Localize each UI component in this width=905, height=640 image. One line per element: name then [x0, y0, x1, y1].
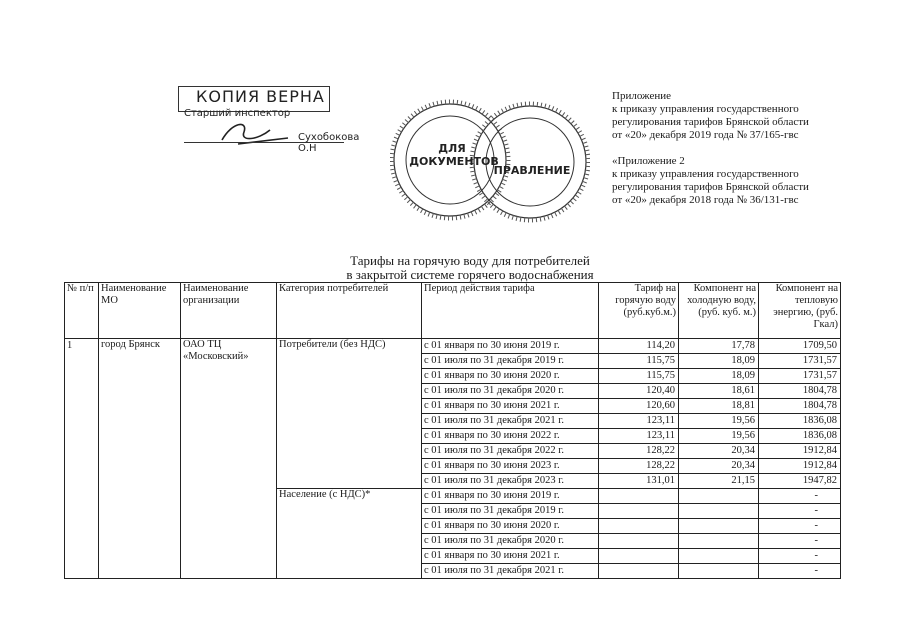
cell-tariff	[599, 519, 679, 534]
appendix-reference	[612, 90, 892, 207]
cell-heat: 1731,57	[759, 354, 841, 369]
document-title	[270, 254, 670, 282]
cell-tariff: 123,11	[599, 414, 679, 429]
table-row	[65, 339, 841, 354]
svg-text:ПРАВЛЕНИЕ: ПРАВЛЕНИЕ	[493, 164, 571, 177]
cell-period: с 01 января по 30 июня 2019 г.	[422, 339, 599, 354]
cell-period: с 01 января по 30 июня 2020 г.	[422, 519, 599, 534]
cell-period: с 01 января по 30 июня 2021 г.	[422, 549, 599, 564]
cell-tariff: 131,01	[599, 474, 679, 489]
cell-tariff: 128,22	[599, 444, 679, 459]
cell-heat: 1709,50	[759, 339, 841, 354]
cell-cold	[679, 564, 759, 579]
header-heat: Компонент на тепловую энергию, (руб. Гкал)	[759, 283, 841, 339]
cell-period: с 01 июля по 31 декабря 2019 г.	[422, 354, 599, 369]
cell-heat: -	[759, 519, 841, 534]
header-tariff: Тариф на горячую воду (руб.куб.м.)	[599, 283, 679, 339]
cell-tariff	[599, 534, 679, 549]
cell-tariff	[599, 549, 679, 564]
cell-period: с 01 июля по 31 декабря 2021 г.	[422, 414, 599, 429]
header-mo: Наименование МО	[99, 283, 181, 339]
cell-period: с 01 января по 30 июня 2021 г.	[422, 399, 599, 414]
appendix-line: регулирования тарифов Брянской области	[612, 116, 809, 128]
cell-cold: 17,78	[679, 339, 759, 354]
header-num: № п/п	[65, 283, 99, 339]
tariff-table	[64, 282, 841, 579]
cell-tariff	[599, 504, 679, 519]
cell-heat: 1912,84	[759, 444, 841, 459]
certified-copy-stamp	[178, 82, 360, 154]
cell-heat: 1947,82	[759, 474, 841, 489]
cell-cold: 18,61	[679, 384, 759, 399]
cell-heat: 1912,84	[759, 459, 841, 474]
appendix-line: Приложение	[612, 90, 672, 102]
svg-text:ДЛЯ: ДЛЯ	[438, 142, 466, 155]
cell-tariff	[599, 489, 679, 504]
title-line-1: Тарифы на горячую воду для потребителей	[350, 253, 590, 268]
table-header-row	[65, 283, 841, 339]
cell-tariff: 115,75	[599, 369, 679, 384]
cell-period: с 01 января по 30 июня 2019 г.	[422, 489, 599, 504]
cell-cold: 20,34	[679, 444, 759, 459]
stamp-name: Сухобокова О.Н	[298, 132, 360, 154]
cell-period: с 01 июля по 31 декабря 2020 г.	[422, 534, 599, 549]
appendix-prev-line: «Приложение 2	[612, 155, 685, 167]
cell-cold: 21,15	[679, 474, 759, 489]
cell-num: 1	[65, 339, 99, 579]
cell-cold	[679, 534, 759, 549]
cell-heat: 1804,78	[759, 384, 841, 399]
cell-cold	[679, 504, 759, 519]
cell-mo: город Брянск	[99, 339, 181, 579]
header-period: Период действия тарифа	[422, 283, 599, 339]
cell-org: ОАО ТЦ «Московский»	[181, 339, 277, 579]
cell-period: с 01 июля по 31 декабря 2023 г.	[422, 474, 599, 489]
appendix-prev-line: от «20» декабря 2018 года № 36/131-гвс	[612, 194, 799, 206]
stamp-title: КОПИЯ ВЕРНА	[196, 87, 325, 106]
cell-heat: -	[759, 534, 841, 549]
cell-category: Население (с НДС)*	[277, 489, 422, 579]
cell-cold: 19,56	[679, 414, 759, 429]
signature-icon	[218, 118, 298, 148]
cell-period: с 01 июля по 31 декабря 2019 г.	[422, 504, 599, 519]
cell-cold: 20,34	[679, 459, 759, 474]
stamp-role: Старший инспектор	[184, 108, 291, 119]
cell-cold: 18,09	[679, 369, 759, 384]
cell-heat: -	[759, 489, 841, 504]
appendix-prev-line: регулирования тарифов Брянской области	[612, 181, 809, 193]
cell-heat: 1836,08	[759, 414, 841, 429]
header-org: Наименование организации	[181, 283, 277, 339]
cell-period: с 01 января по 30 июня 2022 г.	[422, 429, 599, 444]
cell-period: с 01 июля по 31 декабря 2022 г.	[422, 444, 599, 459]
cell-tariff: 123,11	[599, 429, 679, 444]
stamp-underline	[184, 142, 344, 143]
cell-cold	[679, 549, 759, 564]
cell-tariff: 115,75	[599, 354, 679, 369]
cell-cold	[679, 519, 759, 534]
cell-period: с 01 июля по 31 декабря 2021 г.	[422, 564, 599, 579]
cell-heat: 1836,08	[759, 429, 841, 444]
cell-tariff	[599, 564, 679, 579]
appendix-prev-line: к приказу управления государственного	[612, 168, 799, 180]
appendix-line: к приказу управления государственного	[612, 103, 799, 115]
cell-period: с 01 января по 30 июня 2023 г.	[422, 459, 599, 474]
cell-heat: -	[759, 549, 841, 564]
cell-cold: 18,81	[679, 399, 759, 414]
cell-cold: 19,56	[679, 429, 759, 444]
cell-tariff: 120,40	[599, 384, 679, 399]
cell-category: Потребители (без НДС)	[277, 339, 422, 489]
header-cold: Компонент на холодную воду, (руб. куб. м.)	[679, 283, 759, 339]
cell-heat: 1804,78	[759, 399, 841, 414]
cell-period: с 01 июля по 31 декабря 2020 г.	[422, 384, 599, 399]
cell-tariff: 128,22	[599, 459, 679, 474]
cell-cold	[679, 489, 759, 504]
cell-heat: -	[759, 564, 841, 579]
header-category: Категория потребителей	[277, 283, 422, 339]
title-line-2: в закрытой системе горячего водоснабжения	[346, 267, 594, 282]
appendix-line: от «20» декабря 2019 года № 37/165-гвс	[612, 129, 799, 141]
cell-heat: -	[759, 504, 841, 519]
cell-cold: 18,09	[679, 354, 759, 369]
cell-heat: 1731,57	[759, 369, 841, 384]
cell-tariff: 114,20	[599, 339, 679, 354]
svg-text:ДОКУМЕНТОВ: ДОКУМЕНТОВ	[409, 155, 499, 168]
official-seal-icon	[390, 90, 590, 240]
cell-tariff: 120,60	[599, 399, 679, 414]
cell-period: с 01 января по 30 июня 2020 г.	[422, 369, 599, 384]
